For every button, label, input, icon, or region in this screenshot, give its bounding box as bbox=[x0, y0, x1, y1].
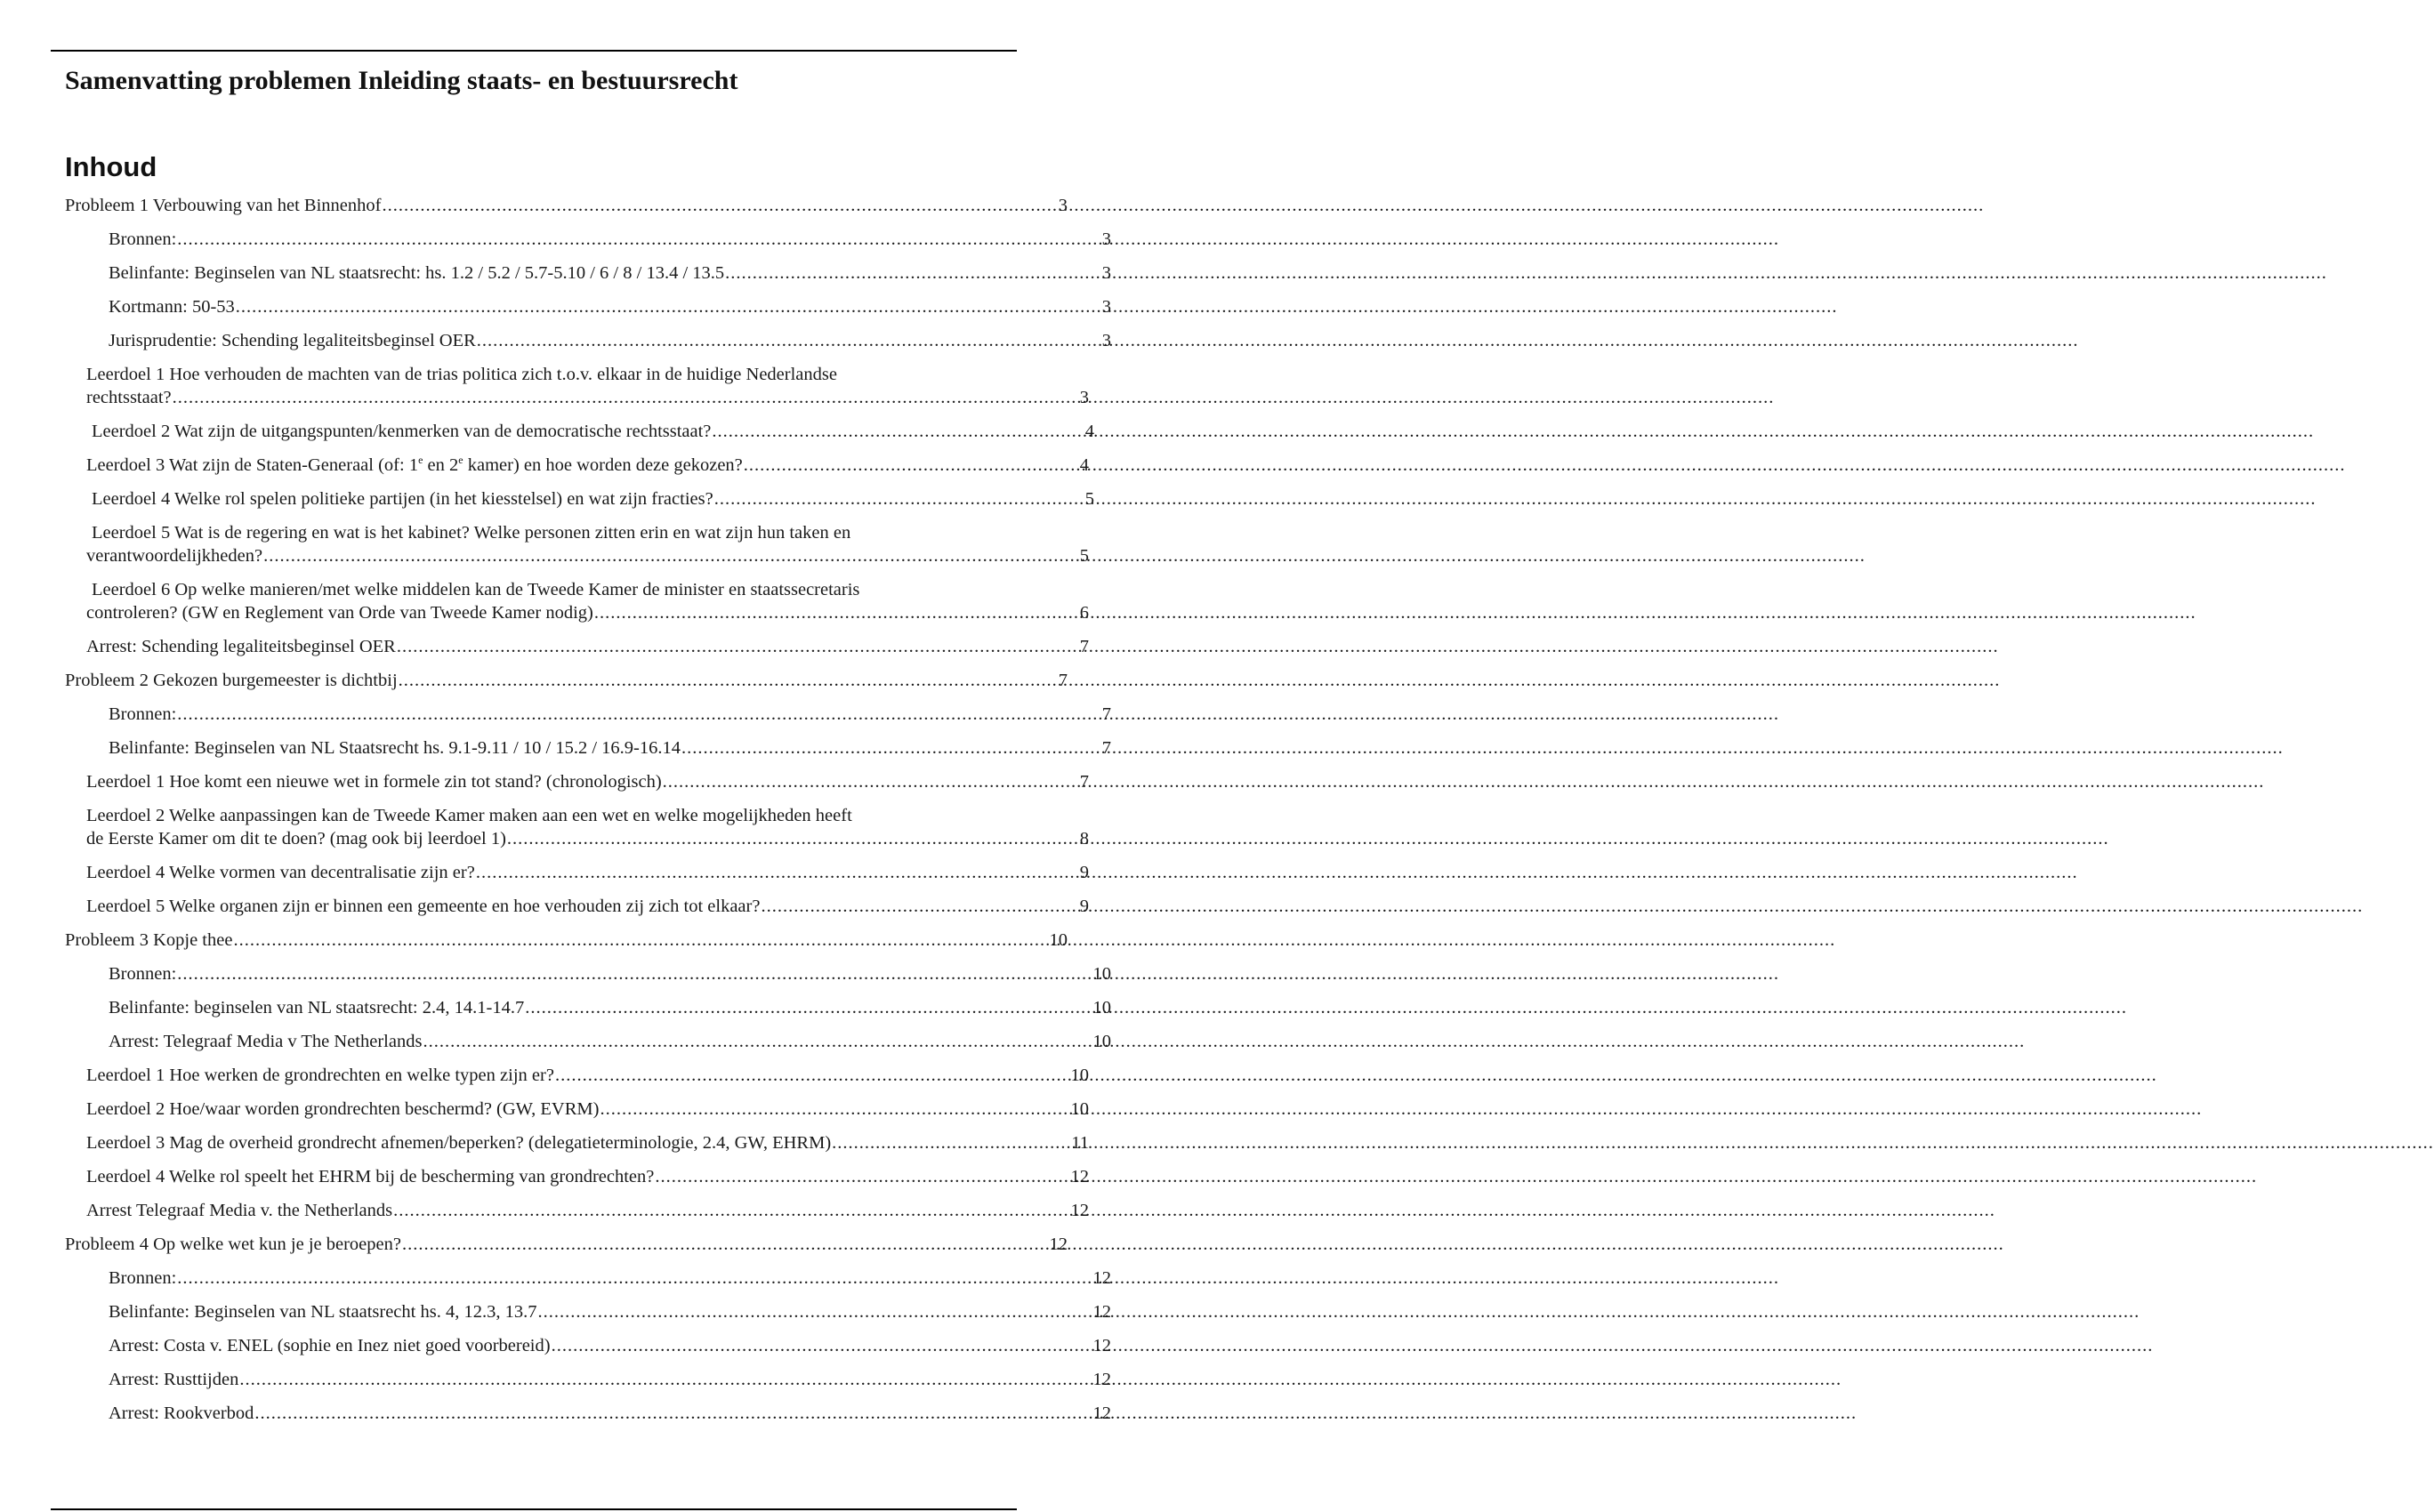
toc-entry-text-line1: Leerdoel 1 Hoe verhouden de machten van de trias politica zich t.o.v. elkaar in de huidige Nederlandse bbox=[86, 365, 837, 384]
toc-entry[interactable] bbox=[0, 929, 1068, 952]
toc-entry-text: Arrest: Telegraaf Media v The Netherlands bbox=[109, 1032, 423, 1051]
toc-entry[interactable] bbox=[0, 1300, 1111, 1323]
toc-entry[interactable] bbox=[0, 770, 1089, 793]
toc-leader bbox=[714, 487, 1084, 511]
toc-leader bbox=[173, 386, 1079, 409]
toc-entry-text: Bronnen: bbox=[109, 1268, 177, 1288]
toc-leader bbox=[663, 770, 1079, 793]
toc-leader bbox=[725, 261, 1101, 285]
toc-leader bbox=[177, 1267, 1092, 1290]
toc-entry[interactable] bbox=[0, 895, 1089, 918]
toc-entry-page: 10 bbox=[1070, 1099, 1089, 1119]
toc-leader bbox=[254, 1402, 1092, 1425]
toc-entry-page: 9 bbox=[1079, 863, 1089, 882]
toc-entry[interactable] bbox=[0, 1131, 1089, 1154]
toc-entry-page: 10 bbox=[1092, 964, 1111, 984]
toc-leader bbox=[236, 295, 1101, 318]
toc-entry[interactable] bbox=[0, 1334, 1111, 1357]
toc-entry-text: Leerdoel 2 Hoe/waar worden grondrechten beschermd? (GW, EVRM) bbox=[86, 1099, 600, 1119]
toc-leader bbox=[537, 1300, 1092, 1323]
toc-entry[interactable] bbox=[0, 1098, 1089, 1121]
toc-entry-text: Belinfante: Beginselen van NL staatsrecht: hs. 1.2 / 5.2 / 5.7-5.10 / 6 / 8 / 13.4 / 13.5 bbox=[109, 263, 725, 283]
toc-entry-page: 12 bbox=[1092, 1370, 1111, 1389]
toc-entry-page: 6 bbox=[1079, 603, 1089, 623]
toc-entry[interactable] bbox=[0, 996, 1111, 1019]
toc-leader bbox=[423, 1030, 1092, 1053]
toc-entry-page: 10 bbox=[1092, 1032, 1111, 1051]
toc-entry-page: 7 bbox=[1079, 772, 1089, 792]
toc-entry-text: rechtsstaat? bbox=[86, 388, 172, 407]
toc-heading: Inhoud bbox=[65, 151, 157, 182]
toc-leader bbox=[477, 329, 1101, 352]
toc-entry[interactable] bbox=[0, 363, 1089, 409]
toc-entry[interactable] bbox=[0, 1199, 1089, 1222]
toc-leader bbox=[263, 544, 1079, 567]
toc-entry-page: 9 bbox=[1079, 897, 1089, 916]
toc-entry[interactable] bbox=[0, 1402, 1111, 1425]
toc-leader bbox=[600, 1098, 1069, 1121]
toc-entry-page: 10 bbox=[1092, 998, 1111, 1017]
toc-entry-text: Leerdoel 1 Hoe werken de grondrechten en welke typen zijn er? bbox=[86, 1066, 554, 1085]
toc-entry-page: 4 bbox=[1079, 455, 1089, 475]
toc-entry[interactable] bbox=[0, 1030, 1111, 1053]
toc-entry-page: 7 bbox=[1101, 738, 1111, 758]
toc-entry-page: 4 bbox=[1084, 422, 1094, 441]
toc-entry-text: de Eerste Kamer om dit te doen? (mag ook bij leerdoel 1) bbox=[86, 829, 506, 848]
toc-entry[interactable] bbox=[0, 487, 1094, 511]
toc-leader bbox=[382, 194, 1057, 217]
toc-entry-text: Bronnen: bbox=[109, 964, 177, 984]
toc-entry[interactable] bbox=[0, 454, 1089, 477]
toc-leader bbox=[399, 669, 1058, 692]
toc-leader bbox=[594, 601, 1079, 624]
toc-entry-text: Arrest Telegraaf Media v. the Netherlands bbox=[86, 1201, 393, 1220]
toc-entry-page: 11 bbox=[1071, 1133, 1089, 1153]
toc-entry[interactable] bbox=[0, 804, 1089, 850]
toc-entry-page: 7 bbox=[1058, 671, 1068, 690]
toc-entry-text: Belinfante: Beginselen van NL Staatsrecht hs. 9.1-9.11 / 10 / 15.2 / 16.9-16.14 bbox=[109, 738, 681, 758]
toc-entry-text: Arrest: Costa v. ENEL (sophie en Inez niet goed voorbereid) bbox=[109, 1336, 551, 1355]
toc-leader bbox=[393, 1199, 1069, 1222]
toc-entry-text: Jurisprudentie: Schending legaliteitsbeginsel OER bbox=[109, 331, 476, 350]
toc-entry-text: Arrest: Schending legaliteitsbeginsel OER bbox=[86, 637, 396, 656]
toc-entry-page: 3 bbox=[1079, 388, 1089, 407]
toc-entry-text: Bronnen: bbox=[109, 229, 177, 249]
toc-entry-page: 3 bbox=[1058, 196, 1068, 215]
toc-entry-page: 12 bbox=[1092, 1302, 1111, 1322]
toc-entry-text: verantwoordelijkheden? bbox=[86, 546, 263, 566]
toc-entry-text: Arrest: Rusttijden bbox=[109, 1370, 239, 1389]
toc-entry-page: 12 bbox=[1092, 1403, 1111, 1423]
toc-leader bbox=[177, 962, 1092, 985]
toc-entry-page: 12 bbox=[1070, 1201, 1089, 1220]
toc-entry[interactable] bbox=[0, 635, 1089, 658]
toc-leader bbox=[177, 703, 1100, 726]
toc-leader bbox=[712, 420, 1084, 443]
toc-entry[interactable] bbox=[0, 962, 1111, 985]
toc-entry-page: 3 bbox=[1101, 229, 1111, 249]
toc-entry-text: controleren? (GW en Reglement van Orde van Tweede Kamer nodig) bbox=[86, 603, 593, 623]
toc-entry-text: Leerdoel 1 Hoe komt een nieuwe wet in formele zin tot stand? (chronologisch) bbox=[86, 772, 662, 792]
toc-entry-text: Leerdoel 4 Welke vormen van decentralisatie zijn er? bbox=[86, 863, 475, 882]
toc-entry[interactable] bbox=[0, 1368, 1111, 1391]
toc-entry-text: Arrest: Rookverbod bbox=[109, 1403, 254, 1423]
toc-entry-page: 3 bbox=[1101, 263, 1111, 283]
toc-entry-page: 12 bbox=[1049, 1235, 1068, 1254]
toc-entry[interactable] bbox=[0, 261, 1111, 285]
toc-entry[interactable] bbox=[0, 1064, 1089, 1087]
toc-leader bbox=[233, 929, 1048, 952]
toc-leader bbox=[525, 996, 1092, 1019]
toc-entry[interactable] bbox=[0, 228, 1111, 251]
toc-leader bbox=[555, 1064, 1070, 1087]
toc-entry[interactable] bbox=[0, 420, 1094, 443]
toc-entry[interactable] bbox=[0, 521, 1089, 567]
toc-entry-page: 5 bbox=[1084, 489, 1094, 509]
toc-entry-text: Probleem 2 Gekozen burgemeester is dichtbij bbox=[65, 671, 398, 690]
document-title: Samenvatting problemen Inleiding staats- en bestuursrecht bbox=[65, 66, 738, 95]
toc-leader bbox=[552, 1334, 1092, 1357]
toc-leader bbox=[177, 228, 1100, 251]
toc-entry[interactable] bbox=[0, 194, 1068, 217]
toc-leader bbox=[681, 736, 1101, 760]
toc-entry[interactable] bbox=[0, 669, 1068, 692]
toc-entry[interactable] bbox=[0, 736, 1111, 760]
toc-entry-page: 12 bbox=[1070, 1167, 1089, 1186]
toc-leader bbox=[655, 1165, 1069, 1188]
toc-entry-page: 7 bbox=[1079, 637, 1089, 656]
toc-entry-page: 7 bbox=[1101, 704, 1111, 724]
toc-leader bbox=[832, 1131, 1070, 1154]
toc-entry-page: 8 bbox=[1079, 829, 1089, 848]
toc-entry[interactable] bbox=[0, 1165, 1089, 1188]
toc-entry[interactable] bbox=[0, 329, 1111, 352]
top-rule bbox=[51, 50, 1017, 52]
toc-entry-text: Belinfante: Beginselen van NL staatsrecht hs. 4, 12.3, 13.7 bbox=[109, 1302, 537, 1322]
toc-entry-text-line1: Leerdoel 2 Welke aanpassingen kan de Tweede Kamer maken aan een wet en welke mogelijkheden heeft bbox=[86, 806, 852, 825]
toc-entry-text: Probleem 1 Verbouwing van het Binnenhof bbox=[65, 196, 382, 215]
toc-entry-text: Leerdoel 2 Wat zijn de uitgangspunten/kenmerken van de democratische rechtsstaat? bbox=[92, 422, 712, 441]
toc-entry-page: 12 bbox=[1092, 1268, 1111, 1288]
toc-entry-text: Leerdoel 5 Welke organen zijn er binnen een gemeente en hoe verhouden zij zich tot elkaar? bbox=[86, 897, 761, 916]
toc-entry-text: Kortmann: 50-53 bbox=[109, 297, 235, 317]
toc-leader bbox=[761, 895, 1078, 918]
toc-entry-text: Belinfante: beginselen van NL staatsrecht: 2.4, 14.1-14.7 bbox=[109, 998, 525, 1017]
bottom-rule bbox=[51, 1508, 1017, 1510]
toc-entry[interactable] bbox=[0, 1233, 1068, 1256]
toc-entry[interactable] bbox=[0, 703, 1111, 726]
toc-entry-text-line1: Leerdoel 6 Op welke manieren/met welke middelen kan de Tweede Kamer de minister en staatssecretaris bbox=[92, 580, 860, 599]
toc-entry-page: 10 bbox=[1070, 1066, 1089, 1085]
toc-entry[interactable] bbox=[0, 861, 1089, 884]
toc-entry-text: Leerdoel 4 Welke rol spelen politieke partijen (in het kiesstelsel) en wat zijn fracties? bbox=[92, 489, 713, 509]
toc-entry-text: Leerdoel 4 Welke rol speelt het EHRM bij de bescherming van grondrechten? bbox=[86, 1167, 655, 1186]
toc-leader bbox=[476, 861, 1079, 884]
toc-leader bbox=[507, 827, 1079, 850]
toc-entry-page: 3 bbox=[1101, 297, 1111, 317]
toc-entry[interactable] bbox=[0, 1267, 1111, 1290]
table-of-contents bbox=[0, 194, 1111, 1436]
toc-entry[interactable] bbox=[0, 578, 1089, 624]
toc-entry-page: 5 bbox=[1079, 546, 1089, 566]
toc-leader bbox=[239, 1368, 1092, 1391]
toc-leader bbox=[744, 454, 1079, 477]
toc-entry-page: 3 bbox=[1101, 331, 1111, 350]
toc-entry-page: 12 bbox=[1092, 1336, 1111, 1355]
toc-entry-text: Probleem 4 Op welke wet kun je je beroepen? bbox=[65, 1235, 401, 1254]
toc-entry-text: Leerdoel 3 Mag de overheid grondrecht afnemen/beperken? (delegatieterminologie, 2.4, GW, EHRM) bbox=[86, 1133, 832, 1153]
toc-entry-text-line1: Leerdoel 5 Wat is de regering en wat is het kabinet? Welke personen zitten erin en wat zijn hun taken en bbox=[92, 523, 851, 543]
toc-leader bbox=[402, 1233, 1049, 1256]
toc-entry-text: Probleem 3 Kopje thee bbox=[65, 930, 233, 950]
toc-entry-text: Bronnen: bbox=[109, 704, 177, 724]
toc-entry[interactable] bbox=[0, 295, 1111, 318]
toc-leader bbox=[397, 635, 1079, 658]
toc-entry-text: Leerdoel 3 Wat zijn de Staten-Generaal (of: 1e en 2e kamer) en hoe worden deze gekozen? bbox=[86, 454, 743, 475]
toc-entry-page: 10 bbox=[1049, 930, 1068, 950]
